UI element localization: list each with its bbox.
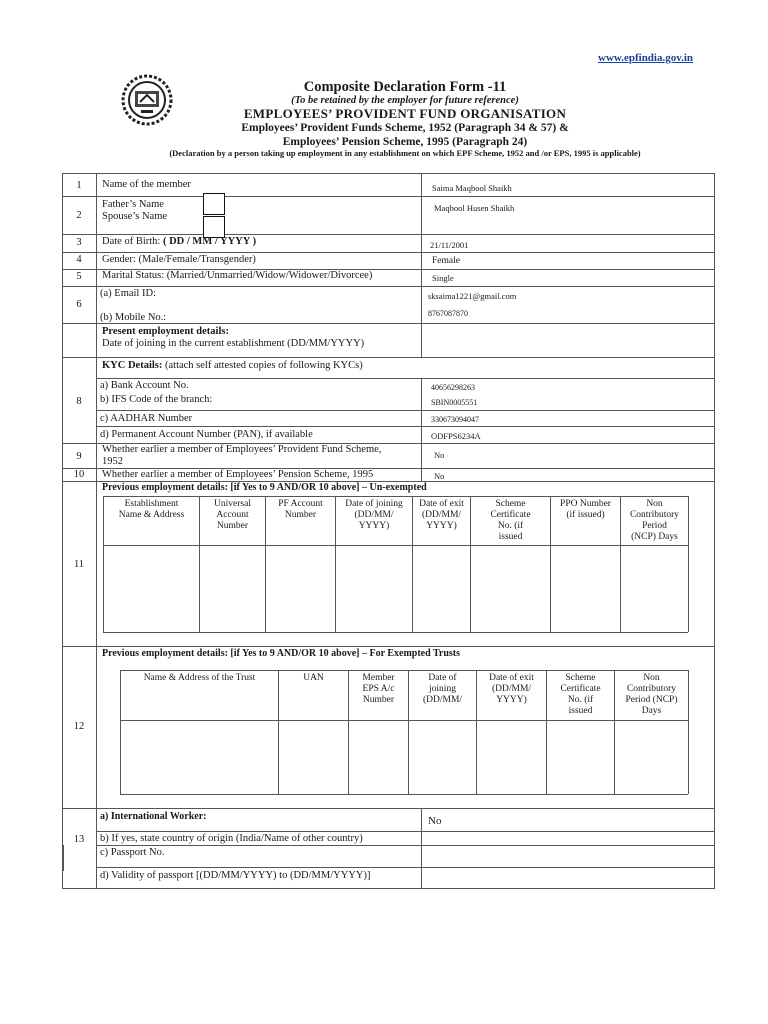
kyc-details-heading [102, 360, 363, 372]
aadhar-label: c) AADHAR Number [100, 413, 193, 424]
kyc-heading-rest: (attach self attested copies of following KYCs) [162, 360, 363, 371]
col-eps-account: Member EPS A/c Number [362, 673, 395, 705]
dob-format-text: ( DD / MM / YYYY ) [162, 236, 257, 247]
row-number: 12 [73, 721, 85, 732]
unexempted-employment-heading: Previous employment details: [if Yes to 9 AND/OR 10 above] – Un-exempted [102, 482, 427, 493]
ifs-code-value[interactable]: SBIN0005551 [431, 398, 478, 407]
member-name-value[interactable]: Saima Maqbool Shaikh [432, 183, 512, 193]
aadhar-value[interactable]: 330673094047 [431, 415, 479, 424]
row-number: 6 [76, 299, 82, 310]
dob-label-text: Date of Birth: [102, 236, 163, 247]
organisation-name: EMPLOYEES’ PROVIDENT FUND ORGANISATION [243, 106, 567, 121]
col-ncp-days: Non Contributory Period (NCP) Days [629, 499, 680, 542]
bank-account-label: a) Bank Account No. [100, 380, 189, 391]
col-scheme-certificate: Scheme Certificate No. (if issued [490, 499, 531, 542]
date-of-birth-label [102, 236, 256, 248]
col-ncp-days: Non Contributory Period (NCP) Days [625, 673, 678, 716]
eps-member-value[interactable]: No [434, 471, 445, 481]
passport-validity-label: d) Validity of passport [(DD/MM/YYYY) to (DD/MM/YYYY)] [100, 870, 371, 881]
col-uan: UAN [303, 673, 324, 683]
date-of-birth-value[interactable]: 21/11/2001 [430, 240, 469, 250]
epf-member-label-line2: 1952 [102, 456, 123, 467]
spouses-name-label: Spouse’s Name [102, 211, 168, 222]
epf-member-label-line1: Whether earlier a member of Employees’ Provident Fund Scheme, [102, 444, 382, 455]
mobile-no-label: (b) Mobile No.: [100, 312, 167, 323]
form-title: Composite Declaration Form -11 [303, 79, 507, 95]
international-worker-label: a) International Worker: [100, 811, 207, 822]
email-id-label: (a) Email ID: [100, 288, 156, 299]
col-establishment: Establishment Name & Address [118, 499, 185, 520]
pan-label: d) Permanent Account Number (PAN), if available [100, 429, 313, 440]
marital-status-label: Marital Status: (Married/Unmarried/Widow/Widower/Divorcee) [102, 270, 373, 281]
eps-member-label: Whether earlier a member of Employees’ Pension Scheme, 1995 [102, 469, 374, 480]
col-trust-name: Name & Address of the Trust [143, 673, 256, 683]
col-scheme-certificate: Scheme Certificate No. (if issued [560, 673, 601, 716]
fathers-name-checkbox[interactable] [203, 193, 225, 215]
scheme-line-1: Employees’ Provident Funds Scheme, 1952 (Paragraph 34 & 57) & [241, 122, 569, 134]
member-name-label: Name of the member [102, 179, 191, 190]
col-date-exit: Date of exit (DD/MM/ YYYY) [419, 499, 464, 531]
row-number: 5 [76, 271, 82, 282]
row-number: 1 [76, 180, 82, 191]
fathers-name-label: Father’s Name [102, 199, 164, 210]
mobile-no-value[interactable]: 8767087870 [428, 309, 468, 318]
gender-label: Gender: (Male/Female/Transgender) [102, 254, 256, 265]
form-subtitle: (To be retained by the employer for future reference) [291, 95, 519, 106]
row-number: 13 [73, 834, 85, 845]
spouses-name-checkbox[interactable] [203, 216, 225, 238]
scheme-line-2: Employees’ Pension Scheme, 1995 (Paragraph 24) [282, 136, 528, 148]
col-pf-account: PF Account Number [278, 499, 323, 520]
row-number: 3 [76, 237, 82, 248]
bank-account-value[interactable]: 40656298263 [431, 383, 475, 392]
country-of-origin-label: b) If yes, state country of origin (India/Name of other country) [100, 833, 363, 844]
row-number: 8 [76, 396, 82, 407]
email-id-value[interactable]: sksaima1221@gmail.com [428, 291, 517, 301]
kyc-heading-bold: KYC Details: [102, 360, 163, 371]
international-worker-value[interactable]: No [428, 815, 442, 827]
col-date-joining: Date of joining (DD/MM/ YYYY) [345, 499, 403, 531]
father-spouse-name-value[interactable]: Maqbool Husen Shaikh [434, 203, 515, 213]
exempted-employment-heading: Previous employment details: [if Yes to 9 AND/OR 10 above] – For Exempted Trusts [102, 648, 461, 659]
row-number: 11 [73, 559, 85, 570]
date-of-joining-label: Date of joining in the current establishment (DD/MM/YYYY) [102, 338, 365, 349]
col-ppo-number: PPO Number (if issued) [560, 499, 611, 520]
row-number: 4 [76, 254, 82, 265]
gender-value[interactable]: Female [432, 256, 460, 266]
row-number: 10 [73, 469, 85, 480]
ifs-code-label: b) IFS Code of the branch: [100, 394, 213, 405]
col-date-exit: Date of exit (DD/MM/ YYYY) [489, 673, 534, 705]
present-employment-heading: Present employment details: [102, 326, 229, 337]
pan-value[interactable]: ODFPS6234A [431, 431, 481, 441]
col-date-joining: Date of joining (DD/MM/ [422, 673, 463, 705]
row-number: 2 [76, 210, 82, 221]
row-number: 9 [76, 451, 82, 462]
declaration-note: (Declaration by a person taking up employment in any establishment on which EPF Scheme, 1952 and /or EPS, 1995 is applicable) [169, 148, 641, 158]
epf-website-link[interactable]: www.epfindia.gov.in [598, 52, 694, 64]
col-uan: Universal Account Number [214, 499, 251, 531]
marital-status-value[interactable]: Single [432, 273, 454, 283]
passport-no-label: c) Passport No. [100, 847, 165, 858]
epf-member-value[interactable]: No [434, 450, 445, 460]
